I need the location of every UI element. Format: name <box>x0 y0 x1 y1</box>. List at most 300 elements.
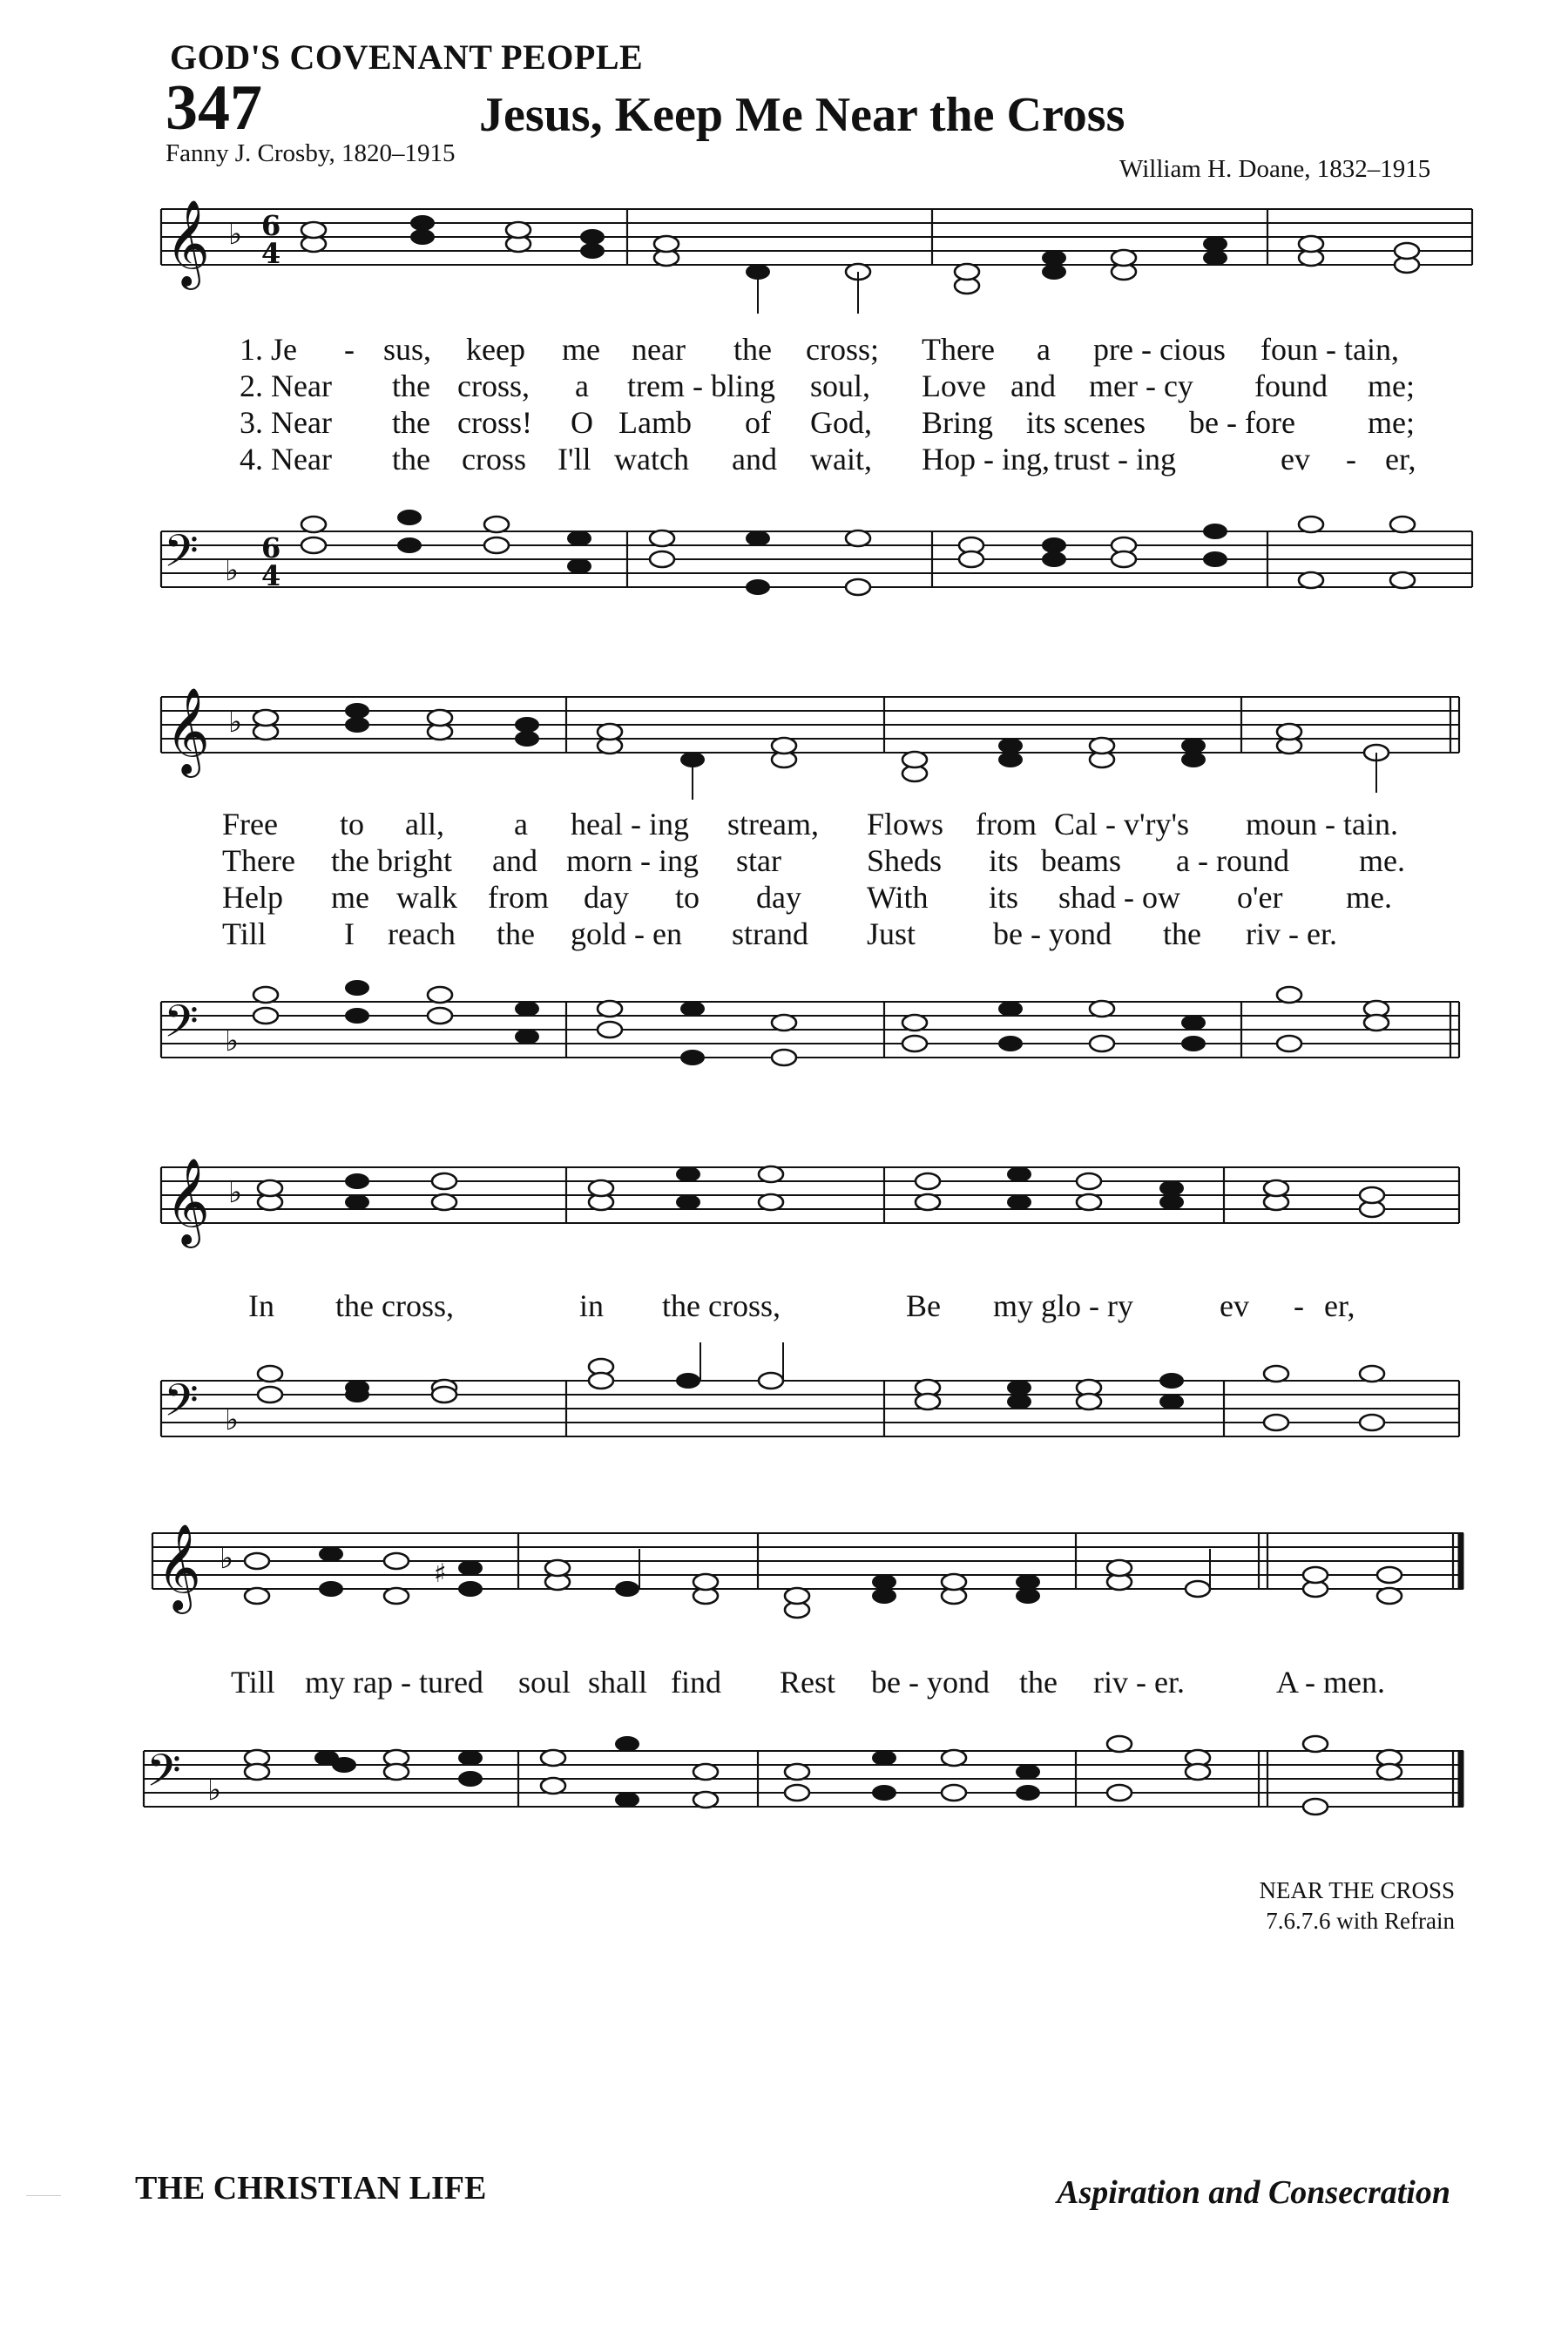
lyric-syllable: from <box>976 807 1037 841</box>
note-head <box>902 752 927 767</box>
lyric-syllable: the <box>392 368 430 403</box>
system-4-treble-staff <box>0 1524 1568 1655</box>
lyric-syllable: I <box>344 916 355 951</box>
system-1-treble-staff <box>0 200 1568 331</box>
lyric-syllable: and <box>492 843 537 878</box>
lyric-syllable: and <box>732 442 777 476</box>
note-head <box>598 724 622 740</box>
note-head <box>1181 1036 1206 1051</box>
key-signature-flat-icon: ♭ <box>225 553 240 588</box>
note-head <box>458 1581 483 1597</box>
lyric-syllable: keep <box>466 332 525 367</box>
note-head <box>759 1166 783 1182</box>
note-head <box>428 987 452 1003</box>
note-head <box>1303 1736 1328 1752</box>
lyric-syllable: er, <box>1385 442 1416 476</box>
note-head <box>1360 1415 1384 1430</box>
lyric-syllable: its <box>989 843 1019 878</box>
lyric-syllable: from <box>488 880 549 915</box>
note-head <box>1007 1166 1031 1182</box>
note-head <box>955 264 979 280</box>
bass-clef-icon: 𝄢 <box>164 995 199 1058</box>
note-head <box>1277 724 1301 740</box>
note-head <box>1181 738 1206 754</box>
hymn-number: 347 <box>166 72 262 144</box>
lyric-syllable: Rest <box>780 1665 836 1700</box>
lyric-syllable: Love <box>922 368 986 403</box>
key-signature-flat-icon: ♭ <box>225 1024 240 1058</box>
lyric-syllable: me <box>331 880 369 915</box>
lyric-syllable: soul, <box>810 368 871 403</box>
note-head <box>253 987 278 1003</box>
lyric-syllable: - <box>344 332 355 367</box>
lyric-syllable: be - yond <box>871 1665 990 1700</box>
note-head <box>1395 243 1419 259</box>
note-head <box>1299 236 1323 252</box>
note-head <box>1090 738 1114 754</box>
lyric-syllable: day <box>756 880 801 915</box>
note-head <box>515 717 539 733</box>
note-head <box>506 222 531 238</box>
lyric-syllable: sus, <box>383 332 432 367</box>
system-4-treble-notes <box>245 1546 1402 1618</box>
lyric-syllable: wait, <box>810 442 872 476</box>
note-head <box>1077 1194 1101 1210</box>
lyric-syllable: ev <box>1220 1288 1249 1323</box>
note-head <box>998 1001 1023 1017</box>
system-3-bass-notes <box>258 1342 1384 1430</box>
lyric-syllable: a <box>1037 332 1051 367</box>
lyric-syllable: Just <box>867 916 916 951</box>
note-head <box>846 579 870 595</box>
note-head <box>772 1050 796 1065</box>
lyric-syllable: a <box>575 368 589 403</box>
note-head <box>1107 1560 1132 1576</box>
note-head <box>785 1785 809 1801</box>
note-head <box>319 1546 343 1562</box>
bass-clef-icon: 𝄢 <box>164 524 199 588</box>
lyric-syllable: heal - ing <box>571 807 689 841</box>
note-head <box>1299 572 1323 588</box>
note-head <box>410 215 435 231</box>
note-head <box>397 537 422 553</box>
note-head <box>484 537 509 553</box>
margin-mark <box>26 2195 61 2196</box>
note-head <box>693 1764 718 1780</box>
time-signature-bottom: 4 <box>261 237 281 270</box>
note-head <box>916 1173 940 1189</box>
note-head <box>1390 572 1415 588</box>
note-head <box>258 1366 282 1382</box>
note-head <box>384 1553 409 1569</box>
lyric-syllable: Till <box>222 916 267 951</box>
lyric-syllable: to <box>340 807 365 841</box>
note-head <box>301 537 326 553</box>
note-head <box>458 1560 483 1576</box>
note-head <box>410 229 435 245</box>
lyric-syllable: 4. Near <box>240 442 332 476</box>
note-head <box>1159 1373 1184 1389</box>
lyric-syllable: er, <box>1324 1288 1355 1323</box>
treble-clef-icon: 𝄞 <box>166 1158 210 1245</box>
lyric-syllable: riv - er. <box>1246 916 1337 951</box>
note-head <box>1186 1764 1210 1780</box>
note-head <box>916 1394 940 1409</box>
note-head <box>397 510 422 525</box>
note-head <box>959 551 983 567</box>
note-head <box>515 731 539 747</box>
note-head <box>680 1050 705 1065</box>
lyric-syllable: mer - cy <box>1089 368 1193 403</box>
note-head <box>1042 264 1066 280</box>
note-head <box>1107 1785 1132 1801</box>
lyric-syllable: Cal - v'ry's <box>1054 807 1189 841</box>
note-head <box>253 710 278 726</box>
note-head <box>384 1764 409 1780</box>
lyric-syllable: all, <box>405 807 444 841</box>
lyric-syllable: A - men. <box>1276 1665 1385 1700</box>
key-signature-flat-icon: ♭ <box>228 705 243 740</box>
time-signature-top: 6 <box>261 209 281 242</box>
lyric-syllable: I'll <box>558 442 591 476</box>
note-head <box>567 531 591 546</box>
lyric-syllable: moun - tain. <box>1246 807 1398 841</box>
note-head <box>515 1001 539 1017</box>
note-head <box>785 1588 809 1604</box>
note-head <box>615 1581 639 1597</box>
note-head <box>1364 1015 1389 1031</box>
lyric-syllable: morn - ing <box>566 843 699 878</box>
note-head <box>1042 250 1066 266</box>
note-head <box>676 1166 700 1182</box>
note-head <box>1077 1173 1101 1189</box>
note-head <box>598 1001 622 1017</box>
note-head <box>1016 1764 1040 1780</box>
lyric-syllable: find <box>671 1665 721 1700</box>
note-head <box>998 752 1023 767</box>
lyric-syllable: shall <box>588 1665 647 1700</box>
footer-category: THE CHRISTIAN LIFE <box>135 2170 487 2207</box>
lyric-syllable: stream, <box>727 807 819 841</box>
note-head <box>1107 1736 1132 1752</box>
lyric-syllable: soul <box>518 1665 571 1700</box>
lyric-syllable: Till <box>231 1665 275 1700</box>
note-head <box>746 579 770 595</box>
note-head <box>1042 551 1066 567</box>
note-head <box>345 980 369 996</box>
note-head <box>615 1736 639 1752</box>
footer-subcategory: Aspiration and Consecration <box>1057 2174 1450 2211</box>
note-head <box>998 1036 1023 1051</box>
note-head <box>258 1387 282 1402</box>
note-head <box>772 1015 796 1031</box>
lyric-syllable: star <box>736 843 781 878</box>
note-head <box>785 1764 809 1780</box>
note-head <box>1390 517 1415 532</box>
lyric-syllable: 2. Near <box>240 368 332 403</box>
lyric-syllable: a <box>514 807 528 841</box>
note-head <box>746 531 770 546</box>
lyric-syllable: in <box>579 1288 605 1323</box>
lyric-syllable: be - fore <box>1189 405 1295 440</box>
lyric-syllable: the cross, <box>662 1288 781 1323</box>
note-head <box>759 1373 783 1389</box>
note-head <box>1159 1394 1184 1409</box>
note-head <box>1112 250 1136 266</box>
note-head <box>253 1008 278 1024</box>
note-head <box>676 1194 700 1210</box>
lyric-syllable: the <box>1019 1665 1058 1700</box>
note-head <box>1042 537 1066 553</box>
lyric-syllable: shad - ow <box>1058 880 1180 915</box>
time-signature-bottom: 4 <box>261 559 281 592</box>
note-head <box>1377 1567 1402 1583</box>
lyric-syllable: the <box>1163 916 1201 951</box>
note-head <box>428 710 452 726</box>
note-head <box>580 229 605 245</box>
note-head <box>567 558 591 574</box>
lyric-syllable: - <box>1346 442 1356 476</box>
lyric-syllable: trem - bling <box>627 368 775 403</box>
note-head <box>515 1029 539 1044</box>
lyric-syllable: be - yond <box>993 916 1112 951</box>
note-head <box>345 703 369 719</box>
note-head <box>458 1750 483 1766</box>
system-1-bass-notes <box>301 510 1415 595</box>
note-head <box>484 517 509 532</box>
note-head <box>384 1588 409 1604</box>
note-head <box>432 1387 456 1402</box>
lyric-syllable: watch <box>614 442 689 476</box>
note-head <box>1303 1567 1328 1583</box>
hymn-title: Jesus, Keep Me Near the Cross <box>479 88 1125 142</box>
lyric-syllable: my rap - tured <box>305 1665 483 1700</box>
lyric-syllable: me. <box>1346 880 1392 915</box>
lyric-syllable: Lamb <box>618 405 692 440</box>
note-head <box>872 1750 896 1766</box>
lyric-syllable: day <box>584 880 629 915</box>
note-head <box>432 1173 456 1189</box>
note-head <box>1303 1799 1328 1815</box>
note-head <box>1277 987 1301 1003</box>
lyric-syllable: and <box>1010 368 1056 403</box>
bass-clef-icon: 𝄢 <box>146 1744 181 1808</box>
note-head <box>1360 1187 1384 1203</box>
note-head <box>458 1771 483 1787</box>
note-head <box>942 1750 966 1766</box>
time-signature-top: 6 <box>261 531 281 564</box>
note-head <box>432 1194 456 1210</box>
note-head <box>301 517 326 532</box>
note-head <box>680 1001 705 1017</box>
note-head <box>693 1574 718 1590</box>
key-signature-flat-icon: ♭ <box>207 1773 222 1808</box>
note-head <box>1016 1785 1040 1801</box>
note-head <box>1277 1036 1301 1051</box>
note-head <box>589 1180 613 1196</box>
system-3-treble-staff <box>0 1159 1568 1289</box>
bass-clef-icon: 𝄢 <box>164 1374 199 1437</box>
note-head <box>345 1387 369 1402</box>
note-head <box>1159 1194 1184 1210</box>
system-2-bass-notes <box>253 980 1389 1065</box>
lyric-syllable: found <box>1254 368 1328 403</box>
lyric-syllable: the <box>733 332 772 367</box>
key-signature-flat-icon: ♭ <box>228 217 243 252</box>
lyric-syllable: a - round <box>1176 843 1289 878</box>
lyric-syllable: strand <box>732 916 808 951</box>
note-head <box>1203 551 1227 567</box>
note-head <box>650 531 674 546</box>
meter: 7.6.7.6 with Refrain <box>1266 1908 1455 1934</box>
lyric-syllable: cross, <box>457 368 530 403</box>
note-head <box>1264 1366 1288 1382</box>
note-head <box>1377 1764 1402 1780</box>
lyric-syllable: - <box>1294 1288 1304 1323</box>
system-2-treble-notes <box>253 703 1389 800</box>
note-head <box>872 1574 896 1590</box>
note-head <box>1007 1394 1031 1409</box>
note-head <box>598 1022 622 1037</box>
note-head <box>846 531 870 546</box>
note-head <box>942 1785 966 1801</box>
note-head <box>1007 1194 1031 1210</box>
note-head <box>676 1373 700 1389</box>
note-head <box>615 1792 639 1808</box>
system-4-bass-notes <box>245 1736 1402 1815</box>
lyric-syllable: to <box>675 880 700 915</box>
key-signature-flat-icon: ♭ <box>220 1541 234 1576</box>
system-4-bass-staff <box>0 1734 1568 1829</box>
note-head <box>654 236 679 252</box>
lyric-syllable: me <box>562 332 600 367</box>
lyric-syllable: near <box>632 332 686 367</box>
lyric-syllable: the cross, <box>335 1288 454 1323</box>
note-head <box>332 1757 356 1773</box>
note-head <box>301 222 326 238</box>
lyric-syllable: With <box>867 880 929 915</box>
note-head <box>1112 551 1136 567</box>
note-head <box>1264 1180 1288 1196</box>
lyric-syllable: cross! <box>457 405 532 440</box>
sharp-accidental-icon: ♯ <box>434 1558 447 1589</box>
lyric-syllable: cross; <box>806 332 879 367</box>
note-head <box>1299 517 1323 532</box>
lyric-syllable: Bring <box>922 405 994 440</box>
note-head <box>902 1015 927 1031</box>
note-head <box>1203 236 1227 252</box>
note-head <box>589 1373 613 1389</box>
note-head <box>1016 1588 1040 1604</box>
key-signature-flat-icon: ♭ <box>225 1402 240 1437</box>
system-3-bass-staff <box>0 1363 1568 1459</box>
system-2-treble-staff <box>0 688 1568 819</box>
note-head <box>1186 1581 1210 1597</box>
lyric-syllable: O <box>571 405 593 440</box>
lyric-syllable: Free <box>222 807 278 841</box>
note-head <box>1077 1394 1101 1409</box>
tune-name: NEAR THE CROSS <box>1259 1877 1455 1903</box>
lyric-syllable: ev <box>1281 442 1310 476</box>
lyric-syllable: foun - tain, <box>1260 332 1399 367</box>
note-head <box>345 1194 369 1210</box>
lyric-syllable: the bright <box>331 843 452 878</box>
lyric-syllable: its <box>989 880 1019 915</box>
key-signature-flat-icon: ♭ <box>228 1175 243 1210</box>
treble-clef-icon: 𝄞 <box>166 687 210 774</box>
note-head <box>319 1581 343 1597</box>
lyric-syllable: cross <box>462 442 526 476</box>
note-head <box>1181 752 1206 767</box>
lyric-syllable: Hop - ing, <box>922 442 1050 476</box>
lyric-syllable: pre - cious <box>1093 332 1226 367</box>
lyric-syllable: reach <box>388 916 456 951</box>
note-head <box>345 1173 369 1189</box>
author-credit: Fanny J. Crosby, 1820–1915 <box>166 139 456 167</box>
note-head <box>772 738 796 754</box>
lyric-syllable: Flows <box>867 807 944 841</box>
note-head <box>345 1008 369 1024</box>
system-1-bass-staff <box>0 514 1568 610</box>
note-head <box>1016 1574 1040 1590</box>
note-head <box>580 243 605 259</box>
lyric-syllable: trust - ing <box>1054 442 1176 476</box>
note-head <box>1007 1380 1031 1396</box>
note-head <box>541 1778 565 1794</box>
treble-clef-icon: 𝄞 <box>157 1524 201 1611</box>
note-head <box>872 1785 896 1801</box>
note-head <box>1203 524 1227 539</box>
lyric-syllable: There <box>922 332 995 367</box>
note-head <box>428 1008 452 1024</box>
note-head <box>759 1194 783 1210</box>
lyric-syllable: There <box>222 843 295 878</box>
lyric-syllable: Sheds <box>867 843 943 878</box>
note-head <box>916 1194 940 1210</box>
note-head <box>693 1792 718 1808</box>
lyric-syllable: me; <box>1368 405 1415 440</box>
note-head <box>942 1574 966 1590</box>
lyric-syllable: gold - en <box>571 916 682 951</box>
note-head <box>258 1180 282 1196</box>
lyric-syllable: o'er <box>1237 880 1283 915</box>
lyric-syllable: walk <box>396 880 457 915</box>
note-head <box>1203 250 1227 266</box>
note-head <box>1377 1588 1402 1604</box>
note-head <box>872 1588 896 1604</box>
note-head <box>998 738 1023 754</box>
note-head <box>1264 1415 1288 1430</box>
system-2-bass-staff <box>0 984 1568 1080</box>
lyric-syllable: God, <box>810 405 872 440</box>
lyric-syllable: riv - er. <box>1093 1665 1185 1700</box>
lyric-syllable: its scenes <box>1026 405 1146 440</box>
lyric-syllable: of <box>745 405 771 440</box>
lyric-syllable: my glo - ry <box>993 1288 1133 1323</box>
note-head <box>545 1560 570 1576</box>
lyric-syllable: the <box>497 916 535 951</box>
lyric-syllable: beams <box>1041 843 1121 878</box>
lyric-syllable: In <box>248 1288 274 1323</box>
treble-clef-icon: 𝄞 <box>166 199 210 287</box>
lyric-syllable: me. <box>1359 843 1405 878</box>
note-head <box>1181 1015 1206 1031</box>
note-head <box>1159 1180 1184 1196</box>
lyric-syllable: Help <box>222 880 283 915</box>
note-head <box>1090 1001 1114 1017</box>
note-head <box>245 1588 269 1604</box>
note-head <box>541 1750 565 1766</box>
